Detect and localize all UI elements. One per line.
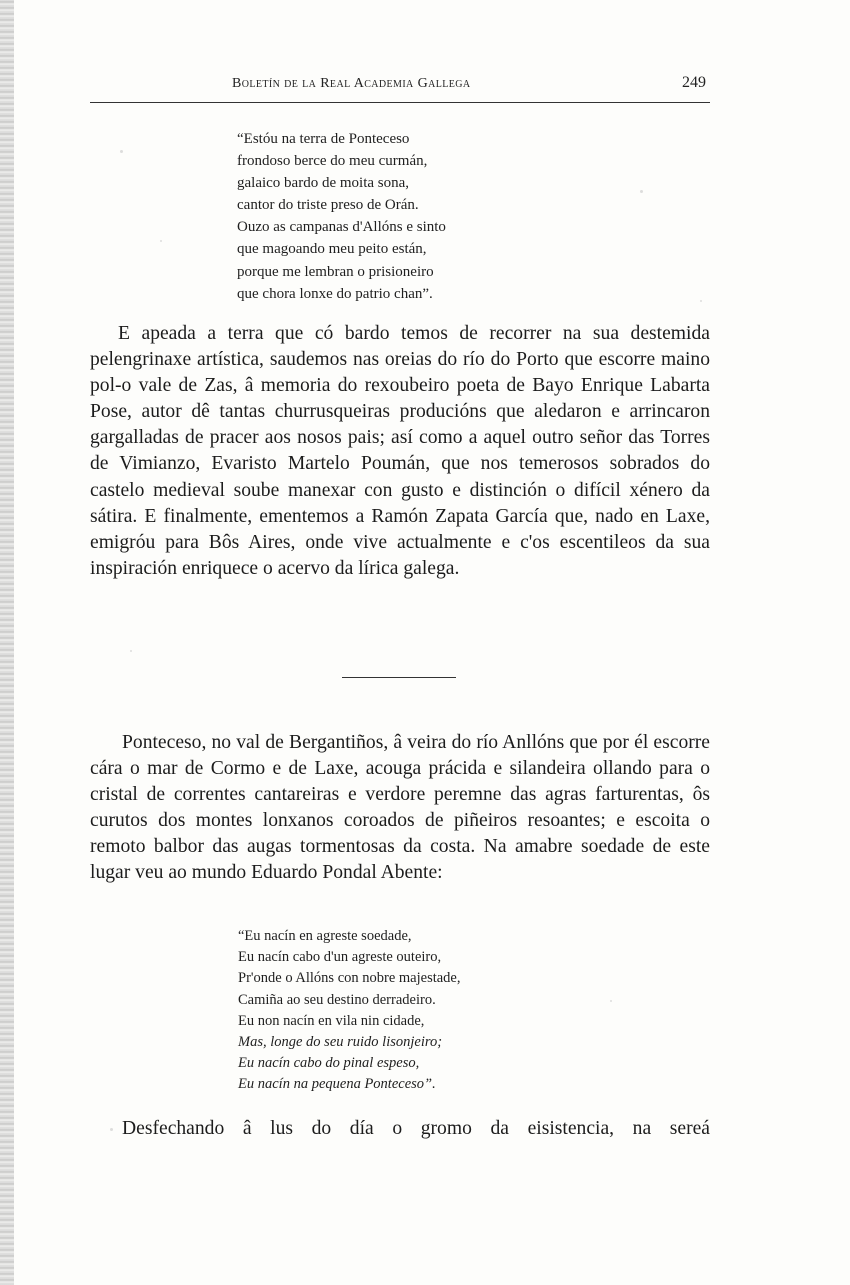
poem-line: Pr'onde o Allóns con nobre majestade,: [238, 970, 461, 987]
scan-speck: [700, 300, 702, 302]
scan-speck: [160, 240, 162, 242]
poem-line: “Eu nacín en agreste soedade,: [238, 928, 412, 944]
poem-line: Ouzo as campanas d'Allóns e sinto: [237, 219, 446, 236]
poem-line: que magoando meu peito están,: [237, 241, 427, 258]
poem-line: Eu nacín cabo d'un agreste outeiro,: [238, 949, 442, 966]
page-number: 249: [682, 74, 706, 91]
poem-line: porque me lembran o prisioneiro: [237, 263, 434, 280]
scan-speck: [120, 150, 123, 153]
poem-line: cantor do triste preso de Orán.: [237, 197, 419, 214]
poem-line: “Estóu na terra de Ponteceso: [237, 131, 410, 147]
poem-line: que chora lonxe do patrio chan”.: [237, 285, 433, 302]
poem-quotation-2: [238, 926, 460, 1096]
header-rule: [90, 102, 710, 103]
poem-line: Eu nacín na pequena Ponteceso”.: [238, 1076, 436, 1093]
running-header: [90, 74, 710, 100]
paragraph-1: E apeada a terra que có bardo temos de recorrer na sua destemida pelengrinaxe artística, saudemos nas oreias do río do Porto que escorre maino pol-o vale de Zas, â memoria do rexoubeiro poeta de Bayo Enrique Labarta Pose, autor dê tantas churrusqueiras producións que aledaron e arrincaron gargalladas de pracer aos nosos pais; así como a aquel outro señor das Torres de Vimianzo, Evaristo Martelo Poumán, que nos temerosos sobrados do castelo medieval soube manexar con gusto e distinción o difícil xénero da sátira. E finalmente, ementemos a Ramón Zapata García que, nado en Laxe, emigróu para Bôs Aires, onde vive actualmente e c'os escentileos da sua inspiración enriquece o acervo da lírica galega.: [90, 323, 710, 579]
section-divider: [342, 677, 456, 678]
poem-quotation-1: [237, 128, 446, 305]
poem-line: galaico bardo de moita sona,: [237, 175, 410, 192]
scan-speck: [640, 190, 643, 193]
paragraph-2: Ponteceso, no val de Bergantiños, â veira do río Anllóns que por él escorre cára o mar de Cormo e de Laxe, acouga prácida e silandeira ollando para o cristal de correntes cantareiras e verdore peremne das agras farturentas, ôs curutos dos montes lonxanos coroados de piñeiros resoantes; e escoita o remoto balbor das augas tormentosas da costa. Na amabre soedade de este lugar veu ao mundo Eduardo Pondal Abente:: [90, 732, 710, 884]
paragraph-3: Desfechando â lus do día o gromo da eisistencia, na sereá: [122, 1118, 710, 1139]
journal-title: Boletín de la Real Academia Gallega: [232, 76, 471, 91]
poem-line: Mas, longe do seu ruido lisonjeiro;: [238, 1034, 443, 1051]
page-binding-edge: [0, 0, 14, 1285]
poem-line: Camiña ao seu destino derradeiro.: [238, 991, 436, 1008]
poem-line: Eu nacín cabo do pinal espeso,: [238, 1055, 420, 1072]
scan-speck: [610, 1000, 612, 1002]
poem-line: Eu non nacín en vila nin cidade,: [238, 1012, 425, 1029]
scan-speck: [130, 650, 132, 652]
poem-line: frondoso berce do meu curmán,: [237, 153, 428, 170]
